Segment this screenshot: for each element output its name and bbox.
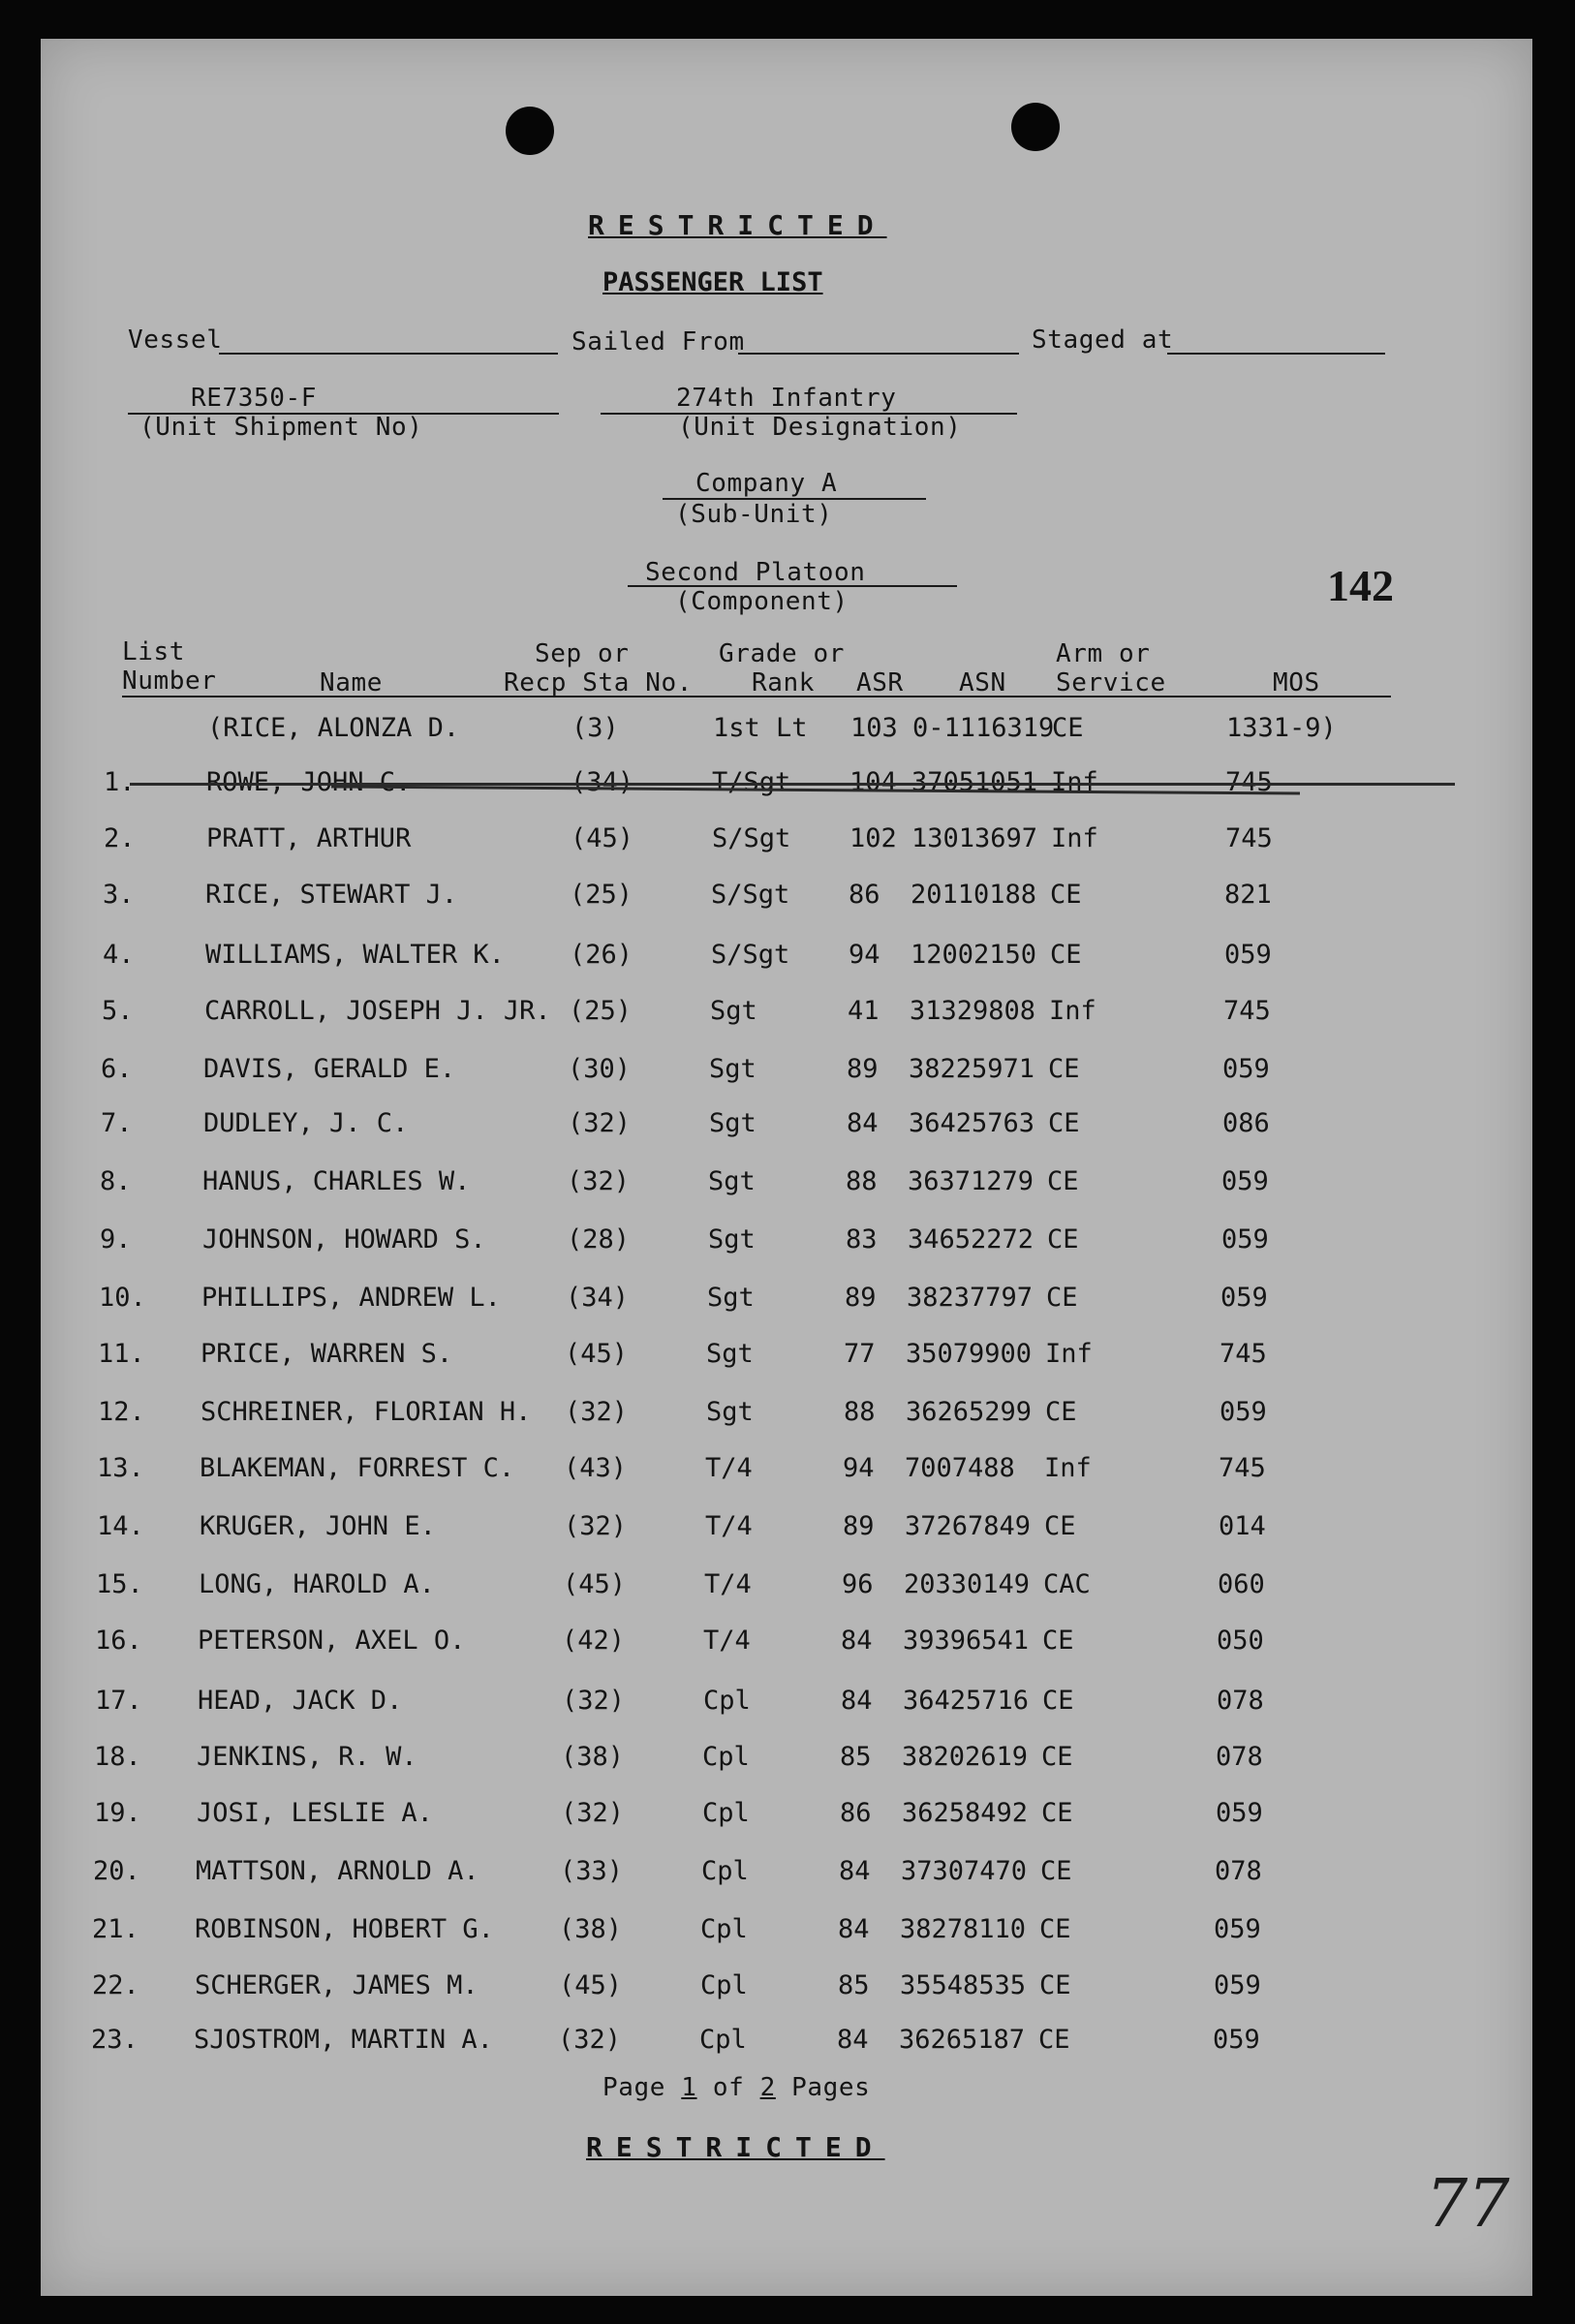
cell-rank: Cpl (702, 1798, 750, 1828)
cell-name: DUDLEY, J. C. (203, 1108, 409, 1138)
cell-arm: CE (1045, 1397, 1077, 1427)
cell-arm: CE (1047, 1166, 1079, 1196)
cell-mos: 059 (1220, 1283, 1268, 1313)
cell-arm: CAC (1043, 1569, 1091, 1599)
cell-rank: Sgt (709, 1054, 757, 1084)
page-of: of (712, 2073, 745, 2102)
cell-asn: 20330149 (904, 1569, 1031, 1599)
cell-rank: Sgt (706, 1397, 754, 1427)
cell-asr: 89 (847, 1054, 879, 1084)
cell-sta: (45) (559, 1970, 623, 2000)
cell-mos: 059 (1221, 1224, 1269, 1255)
col-grade-2: Rank (752, 668, 816, 697)
cell-name: (RICE, ALONZA D. (207, 713, 460, 743)
cell-asn: 7007488 (905, 1453, 1015, 1483)
cell-sta: (25) (569, 996, 633, 1026)
cell-asn: 37267849 (905, 1511, 1032, 1541)
col-name: Name (320, 668, 384, 697)
cell-mos: 745 (1219, 1453, 1266, 1483)
cell-asn: 0-1116319 (912, 713, 1055, 743)
page-prefix: Page (602, 2073, 666, 2102)
cell-asn: 36425716 (903, 1686, 1030, 1716)
cell-mos: 059 (1222, 1054, 1270, 1084)
header-rule (122, 696, 1391, 697)
component-caption: (Component) (675, 587, 849, 616)
cell-asn: 34652272 (908, 1224, 1035, 1255)
cell-rank: S/Sgt (711, 880, 790, 910)
document-page (41, 39, 1532, 2296)
cell-rank: 1st Lt (713, 713, 808, 743)
cell-num: 5. (102, 996, 134, 1026)
cell-sta: (45) (565, 1339, 629, 1369)
cell-asn: 35548535 (900, 1970, 1027, 2000)
cell-rank: Sgt (708, 1166, 756, 1196)
cell-asn: 36265187 (899, 2025, 1026, 2055)
cell-asr: 85 (838, 1970, 870, 2000)
cell-asn: 36265299 (906, 1397, 1033, 1427)
cell-sta: (28) (567, 1224, 631, 1255)
cell-name: MATTSON, ARNOLD A. (196, 1856, 479, 1886)
cell-num: 4. (103, 940, 135, 970)
cell-mos: 086 (1222, 1108, 1270, 1138)
stamped-page-number: 142 (1327, 561, 1394, 610)
cell-name: JENKINS, R. W. (197, 1742, 417, 1772)
col-asr: ASR (856, 668, 904, 697)
cell-arm: Inf (1045, 1339, 1093, 1369)
cell-name: BLAKEMAN, FORREST C. (200, 1453, 515, 1483)
cell-rank: Cpl (699, 2025, 747, 2055)
cell-num: 2. (104, 823, 136, 853)
staged-at-blank (1167, 353, 1385, 355)
cell-mos: 059 (1214, 1970, 1261, 2000)
cell-name: JOHNSON, HOWARD S. (202, 1224, 486, 1255)
cell-asr: 88 (846, 1166, 878, 1196)
sub-unit-caption: (Sub-Unit) (675, 500, 833, 529)
handwritten-number: 77 (1426, 2166, 1510, 2243)
unit-shipment-caption: (Unit Shipment No) (139, 413, 423, 442)
cell-asn: 36425763 (909, 1108, 1035, 1138)
cell-mos: 1331-9) (1226, 713, 1337, 743)
cell-name: KRUGER, JOHN E. (200, 1511, 436, 1541)
cell-num: 13. (97, 1453, 144, 1483)
cell-rank: Sgt (709, 1108, 757, 1138)
vessel-label: Vessel (128, 325, 223, 355)
cell-asn: 36258492 (902, 1798, 1029, 1828)
cell-asr: 41 (848, 996, 880, 1026)
cell-mos: 014 (1219, 1511, 1266, 1541)
cell-mos: 745 (1225, 767, 1273, 797)
cell-asn: 36371279 (908, 1166, 1035, 1196)
page-indicator (602, 2073, 870, 2102)
cell-asr: 84 (847, 1108, 879, 1138)
col-mos: MOS (1273, 668, 1320, 697)
unit-shipment-no: RE7350-F (191, 384, 318, 413)
cell-sta: (32) (562, 1686, 626, 1716)
cell-asn: 35079900 (906, 1339, 1033, 1369)
cell-sta: (26) (570, 940, 633, 970)
cell-mos: 059 (1220, 1397, 1267, 1427)
cell-sta: (42) (562, 1626, 626, 1656)
sailed-from-label: Sailed From (571, 327, 745, 356)
cell-sta: (34) (566, 1283, 630, 1313)
cell-mos: 060 (1218, 1569, 1265, 1599)
cell-asr: 83 (846, 1224, 878, 1255)
cell-mos: 078 (1217, 1686, 1264, 1716)
cell-arm: CE (1052, 713, 1084, 743)
cell-asr: 88 (844, 1397, 876, 1427)
cell-arm: CE (1046, 1283, 1078, 1313)
cell-sta: (33) (560, 1856, 624, 1886)
cell-num: 6. (101, 1054, 133, 1084)
cell-name: HEAD, JACK D. (198, 1686, 403, 1716)
cell-asr: 84 (837, 2025, 869, 2055)
cell-sta: (43) (564, 1453, 628, 1483)
cell-arm: CE (1042, 1686, 1074, 1716)
cell-rank: T/4 (704, 1569, 752, 1599)
cell-name: PETERSON, AXEL O. (198, 1626, 466, 1656)
component: Second Platoon (645, 558, 866, 587)
cell-num: 8. (100, 1166, 132, 1196)
unit-designation: 274th Infantry (676, 384, 897, 413)
cell-arm: CE (1048, 1054, 1080, 1084)
cell-mos: 745 (1223, 996, 1271, 1026)
cell-sta: (32) (561, 1798, 625, 1828)
cell-num: 16. (95, 1626, 142, 1656)
cell-mos: 059 (1224, 940, 1272, 970)
cell-mos: 745 (1220, 1339, 1267, 1369)
cell-asr: 77 (844, 1339, 876, 1369)
cell-mos: 059 (1213, 2025, 1260, 2055)
cell-rank: T/4 (703, 1626, 751, 1656)
cell-num: 20. (93, 1856, 140, 1886)
cell-name: CARROLL, JOSEPH J. JR. (204, 996, 551, 1026)
cell-rank: Sgt (710, 996, 757, 1026)
cell-arm: CE (1042, 1626, 1074, 1656)
cell-asr: 89 (845, 1283, 877, 1313)
cell-asn: 38202619 (902, 1742, 1029, 1772)
cell-num: 21. (92, 1914, 139, 1944)
cell-arm: Inf (1044, 1453, 1092, 1483)
strikethrough-line (130, 783, 1455, 786)
cell-sta: (45) (571, 823, 634, 853)
cell-arm: CE (1039, 1914, 1071, 1944)
cell-asn: 39396541 (903, 1626, 1030, 1656)
cell-asr: 94 (849, 940, 880, 970)
page-total: 2 (759, 2073, 776, 2102)
cell-name: LONG, HAROLD A. (199, 1569, 435, 1599)
cell-arm: CE (1050, 880, 1082, 910)
cell-arm: CE (1044, 1511, 1076, 1541)
cell-sta: (45) (563, 1569, 627, 1599)
cell-name: PRICE, WARREN S. (201, 1339, 453, 1369)
col-arm-1: Arm or (1056, 639, 1151, 668)
cell-rank: Cpl (702, 1742, 750, 1772)
col-arm-2: Service (1056, 668, 1166, 697)
page-current: 1 (681, 2073, 697, 2102)
cell-name: PHILLIPS, ANDREW L. (201, 1283, 501, 1313)
cell-sta: (32) (567, 1166, 631, 1196)
punch-hole-right (1011, 103, 1060, 151)
cell-arm: Inf (1051, 823, 1098, 853)
cell-num: 17. (95, 1686, 142, 1716)
cell-name: DAVIS, GERALD E. (203, 1054, 456, 1084)
cell-mos: 821 (1224, 880, 1272, 910)
restricted-header: RESTRICTED (588, 209, 887, 241)
cell-mos: 078 (1215, 1856, 1262, 1886)
cell-sta: (38) (559, 1914, 623, 1944)
cell-sta: (32) (558, 2025, 622, 2055)
cell-arm: CE (1039, 1970, 1071, 2000)
col-asn: ASN (959, 668, 1006, 697)
cell-asr: 89 (843, 1511, 875, 1541)
cell-num: 12. (98, 1397, 145, 1427)
cell-num: 3. (103, 880, 135, 910)
cell-asr: 103 (850, 713, 898, 743)
cell-asn: 38225971 (909, 1054, 1035, 1084)
cell-mos: 745 (1225, 823, 1273, 853)
cell-rank: Sgt (707, 1283, 755, 1313)
cell-asr: 84 (841, 1686, 873, 1716)
cell-rank: S/Sgt (711, 940, 790, 970)
cell-arm: Inf (1051, 767, 1098, 797)
cell-rank: Sgt (708, 1224, 756, 1255)
col-sep-2: Recp Sta No. (504, 668, 694, 697)
cell-arm: CE (1038, 2025, 1070, 2055)
cell-asr: 84 (839, 1856, 871, 1886)
cell-rank: T/4 (705, 1511, 753, 1541)
cell-num: 14. (97, 1511, 144, 1541)
cell-name: ROBINSON, HOBERT G. (195, 1914, 494, 1944)
cell-rank: T/Sgt (712, 767, 791, 797)
unit-designation-caption: (Unit Designation) (678, 413, 962, 442)
cell-mos: 050 (1217, 1626, 1264, 1656)
cell-asn: 37051051 (911, 767, 1038, 797)
cell-sta: (30) (568, 1054, 632, 1084)
cell-mos: 078 (1216, 1742, 1263, 1772)
cell-num: 22. (92, 1970, 139, 2000)
col-list-2: Number (122, 666, 217, 696)
cell-arm: CE (1041, 1742, 1073, 1772)
cell-arm: CE (1047, 1224, 1079, 1255)
cell-arm: CE (1041, 1798, 1073, 1828)
cell-name: SCHREINER, FLORIAN H. (201, 1397, 532, 1427)
document-title: PASSENGER LIST (602, 267, 823, 297)
cell-asr: 104 (849, 767, 897, 797)
cell-num: 1. (104, 767, 136, 797)
cell-rank: Cpl (701, 1856, 749, 1886)
cell-name: JOSI, LESLIE A. (197, 1798, 433, 1828)
cell-rank: Sgt (706, 1339, 754, 1369)
cell-name: SCHERGER, JAMES M. (195, 1970, 479, 2000)
cell-arm: CE (1048, 1108, 1080, 1138)
punch-hole-left (506, 107, 554, 155)
cell-name: ROWE, JOHN C. (206, 767, 412, 797)
cell-rank: T/4 (705, 1453, 753, 1483)
cell-name: RICE, STEWART J. (205, 880, 458, 910)
cell-asr: 96 (842, 1569, 874, 1599)
cell-rank: Cpl (700, 1970, 748, 2000)
strikethrough-line (331, 786, 1300, 795)
cell-sta: (34) (571, 767, 634, 797)
cell-mos: 059 (1216, 1798, 1263, 1828)
cell-asn: 20110188 (911, 880, 1037, 910)
sailed-from-blank (738, 353, 1019, 355)
cell-asr: 85 (840, 1742, 872, 1772)
cell-asn: 38278110 (900, 1914, 1027, 1944)
col-grade-1: Grade or (719, 639, 846, 668)
cell-name: WILLIAMS, WALTER K. (205, 940, 505, 970)
cell-name: PRATT, ARTHUR (206, 823, 412, 853)
page-suffix: Pages (791, 2073, 871, 2102)
cell-rank: Cpl (700, 1914, 748, 1944)
cell-mos: 059 (1221, 1166, 1269, 1196)
cell-asr: 94 (843, 1453, 875, 1483)
cell-rank: S/Sgt (712, 823, 791, 853)
cell-sta: (32) (568, 1108, 632, 1138)
cell-name: HANUS, CHARLES W. (202, 1166, 471, 1196)
cell-num: 9. (100, 1224, 132, 1255)
cell-rank: Cpl (703, 1686, 751, 1716)
cell-arm: Inf (1049, 996, 1096, 1026)
cell-num: 19. (94, 1798, 141, 1828)
col-sep-1: Sep or (535, 639, 630, 668)
cell-num: 23. (91, 2025, 139, 2055)
cell-asr: 84 (841, 1626, 873, 1656)
cell-asr: 102 (849, 823, 897, 853)
sub-unit: Company A (695, 469, 838, 498)
col-list-1: List (122, 637, 186, 666)
cell-name: SJOSTROM, MARTIN A. (194, 2025, 493, 2055)
cell-arm: CE (1050, 940, 1082, 970)
cell-sta: (32) (564, 1511, 628, 1541)
cell-asn: 37307470 (901, 1856, 1028, 1886)
cell-asr: 84 (838, 1914, 870, 1944)
cell-asn: 38237797 (907, 1283, 1034, 1313)
cell-num: 11. (98, 1339, 145, 1369)
cell-sta: (32) (565, 1397, 629, 1427)
cell-sta: (25) (570, 880, 633, 910)
cell-asr: 86 (849, 880, 880, 910)
cell-asn: 13013697 (911, 823, 1038, 853)
cell-sta: (3) (571, 713, 619, 743)
cell-num: 10. (99, 1283, 146, 1313)
cell-asn: 31329808 (910, 996, 1036, 1026)
cell-asn: 12002150 (911, 940, 1037, 970)
cell-num: 7. (101, 1108, 133, 1138)
cell-sta: (38) (561, 1742, 625, 1772)
cell-mos: 059 (1214, 1914, 1261, 1944)
restricted-footer: RESTRICTED (586, 2131, 885, 2163)
cell-num: 18. (94, 1742, 141, 1772)
cell-arm: CE (1040, 1856, 1072, 1886)
vessel-blank (219, 353, 558, 355)
cell-asr: 86 (840, 1798, 872, 1828)
cell-num: 15. (96, 1569, 143, 1599)
staged-at-label: Staged at (1032, 325, 1174, 355)
